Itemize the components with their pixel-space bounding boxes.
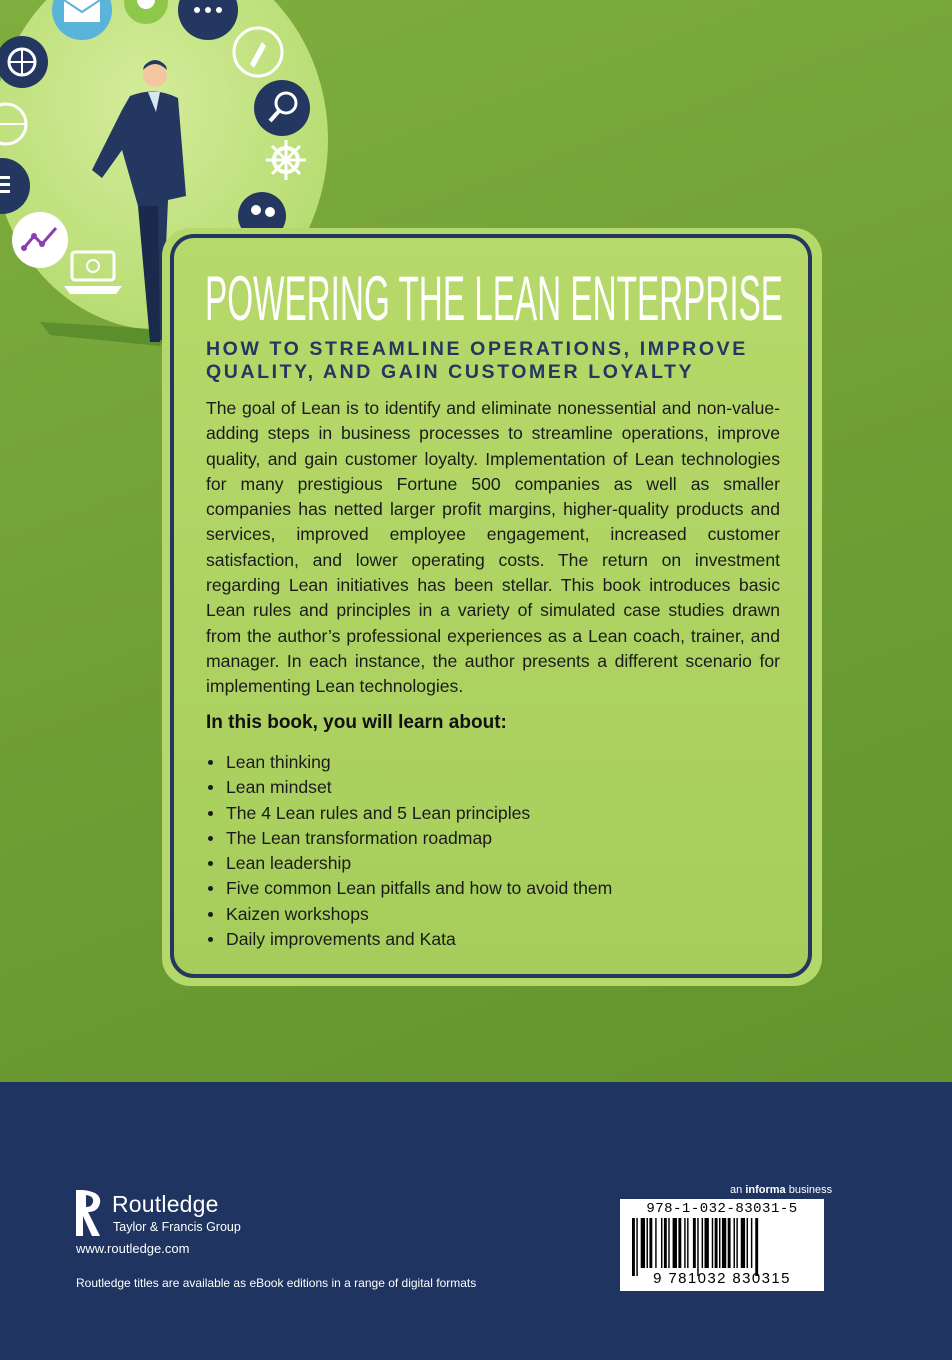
book-subtitle: HOW TO STREAMLINE OPERATIONS, IMPROVE QUALITY, AND GAIN CUSTOMER LOYALTY: [206, 338, 748, 383]
barcode-bar: [747, 1218, 748, 1268]
magnifier-icon: [254, 80, 310, 136]
list-item: The 4 Lean rules and 5 Lean principles: [206, 801, 612, 826]
barcode-digits: 9 781032 830315: [653, 1270, 791, 1287]
barcode-bar: [719, 1218, 720, 1268]
book-title-text: POWERING THE LEAN ENTERPRISE: [205, 263, 783, 328]
informa-brand: informa: [745, 1184, 786, 1196]
list-item: Lean mindset: [206, 775, 612, 800]
barcode-bar: [664, 1218, 667, 1268]
book-description: The goal of Lean is to identify and eliminate nonessential and non-value-adding steps in business processes to streamline operations, improve quality, and gain customer loyalty. Implementation of Lean technologies for many prestigious Fortune 500 companies as well as smaller companies has netted larger profit margins, higher-quality products and services, improved employee engagement, increased customer satisfaction, and lower operating costs. The return on investment regarding Lean initiatives has been stellar. This book introduces basic Lean rules and principles in a variety of simulated case studies drawn from the author’s professional experiences as a Lean coach, trainer, and manager. In each instance, the author presents a different scenario for implementing Lean technologies.: [206, 398, 780, 697]
barcode-bar: [705, 1218, 709, 1268]
learn-heading: In this book, you will learn about:: [206, 712, 507, 733]
barcode-bar: [649, 1218, 652, 1268]
informa-prefix: an: [730, 1184, 743, 1196]
list-item: Lean thinking: [206, 750, 612, 775]
routledge-logo-icon: [76, 1190, 102, 1236]
barcode-bar: [684, 1218, 685, 1268]
barcode-bar: [741, 1218, 745, 1268]
ship-wheel-icon: [266, 140, 306, 180]
barcode-bar: [693, 1218, 696, 1268]
publisher-url: www.routledge.com: [76, 1241, 190, 1256]
barcode-bar: [755, 1218, 758, 1276]
barcode-bar: [697, 1218, 698, 1276]
barcode-box: [620, 1199, 824, 1291]
barcode-bar: [734, 1218, 735, 1268]
barcode-bar: [722, 1218, 726, 1268]
ebook-note: Routledge titles are available as eBook editions in a range of digital formats: [76, 1276, 477, 1290]
learn-list: [206, 750, 612, 952]
barcode-bar: [668, 1218, 669, 1268]
isbn-text: 978-1-032-83031-5: [646, 1201, 798, 1217]
barcode-bar: [673, 1218, 677, 1268]
barcode-bar: [736, 1218, 737, 1268]
list-item: The Lean transformation roadmap: [206, 826, 612, 851]
barcode-bar: [678, 1218, 681, 1268]
barcode-bar: [632, 1218, 635, 1276]
barcode-bar: [751, 1218, 752, 1268]
list-item: Five common Lean pitfalls and how to avoid them: [206, 876, 612, 901]
publisher-name: Routledge: [112, 1191, 219, 1217]
barcode-bar: [728, 1218, 731, 1268]
barcode-bar: [636, 1218, 637, 1276]
barcode-bar: [702, 1218, 703, 1268]
barcode-bar: [655, 1218, 656, 1268]
list-item: Kaizen workshops: [206, 902, 612, 927]
barcode-bar: [661, 1218, 662, 1268]
barcode-bar: [715, 1218, 718, 1268]
barcode-bar: [641, 1218, 645, 1268]
barcode-bar: [647, 1218, 648, 1268]
barcode-bar: [712, 1218, 713, 1268]
book-title: [205, 258, 795, 328]
informa-suffix: business: [788, 1184, 833, 1196]
list-item: Daily improvements and Kata: [206, 927, 612, 952]
informa-tagline: [730, 1184, 832, 1196]
chart-line-icon: [12, 212, 68, 268]
list-item: Lean leadership: [206, 851, 612, 876]
barcode-bar: [687, 1218, 688, 1268]
publisher-group: Taylor & Francis Group: [113, 1220, 241, 1234]
